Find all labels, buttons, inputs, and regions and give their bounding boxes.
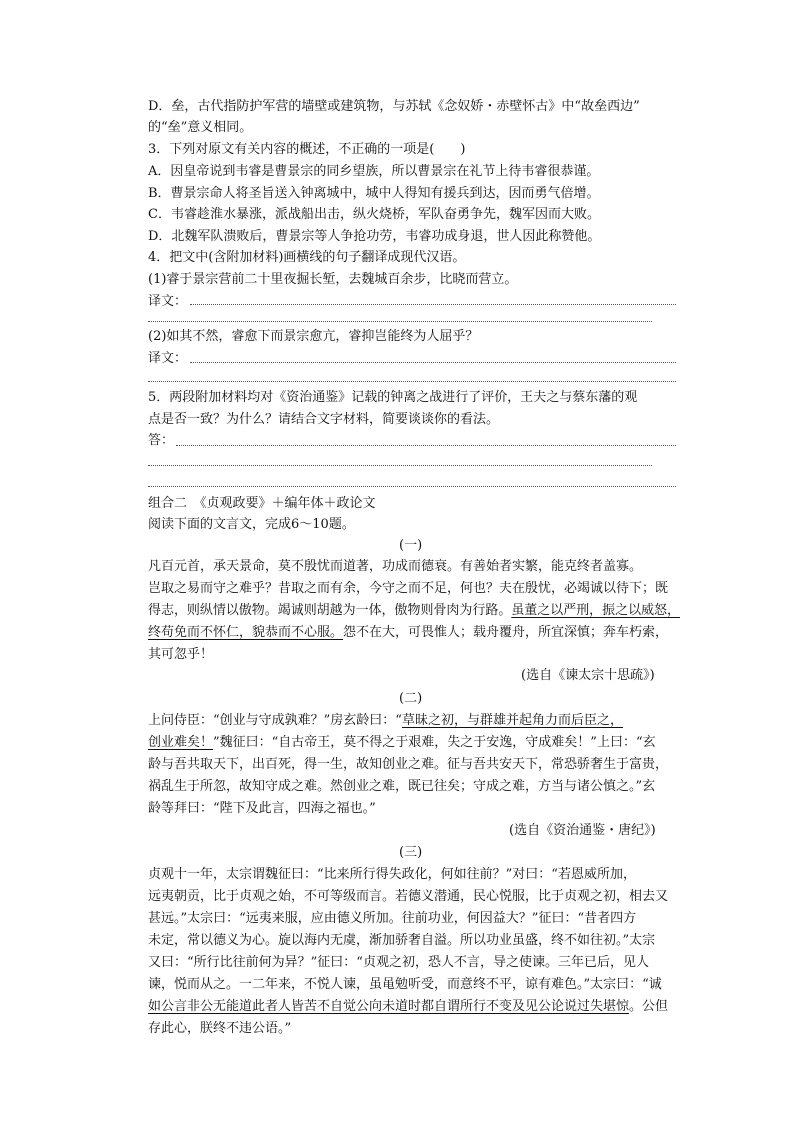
underlined-sentence: 虽董之以严刑，振之以威怒， [511, 603, 681, 618]
passage3-line7-plain: 。公但 [629, 999, 669, 1014]
underlined-sentence: 草昧之初，与群雄并起角力而后臣之， [401, 713, 623, 728]
underlined-sentence: 如公言非公无能道此者人皆苦不自觉公向未道时都自谓所行不变及见公论说过失堪惊 [148, 999, 630, 1014]
q3-option-d: D．北魏军队溃败后，曹景宗等人争抢功劳，韦睿功成身退，世人因此称赞他。 [148, 229, 601, 244]
passage3-line3: 甚远。”太宗曰：“远夷来服，应由德义所加。往前功业，何因益大？”征曰：“昔者四方 [148, 911, 637, 926]
q2-option-d-line2: 的“垒”意义相同。 [148, 120, 253, 135]
q4-stem: 4．把文中(含附加材料)画横线的句子翻译成现代汉语。 [148, 250, 466, 265]
q5-line1: 5．两段附加材料均对《资治通鉴》记载的钟离之战进行了评价，王夫之与蔡东藩的观 [148, 390, 638, 405]
q4-translation-label-1: 译文： [148, 294, 188, 309]
passage3-line1: 贞观十一年，太宗谓魏征曰：“比来所行得失政化，何如往前？”对曰：“若恩威所加， [148, 867, 636, 882]
passage3-line4: 未定，常以德义为心。旋以海内无虞，渐加骄奢自溢。所以功业虽盛，终不如往初。”太宗 [148, 933, 656, 948]
q3-option-a: A．因皇帝说到韦睿是曹景宗的同乡望族，所以曹景宗在礼节上待韦睿很恭谨。 [148, 164, 600, 179]
passage3-line2: 远夷朝贡，比于贞观之始，不可等级而言。若德义潜通，民心悦服，比于贞观之初，相去又 [148, 889, 669, 904]
group2-title: 组合二 《贞观政要》＋编年体＋政论文 [148, 496, 376, 511]
passage3-heading: (三) [399, 845, 423, 860]
passage2-line1 [148, 714, 623, 727]
passage2-line2-plain: ”魏征曰：“自古帝王，莫不得之于艰难，失之于安逸，守成难矣！”上曰：“玄 [213, 735, 656, 750]
q3-option-b: B．曹景宗命人将圣旨送入钟离城中，城中人得知有援兵到达，因而勇气倍增。 [148, 186, 600, 201]
passage2-line2 [148, 736, 656, 749]
passage1-source: (选自《谏太宗十思疏》) [521, 668, 655, 683]
passage3-line5: 又曰：“所行比往前何为异？”征曰：“贞观之初，恐人不言，导之使谏。三年已后，见人 [148, 955, 649, 970]
passage2-source: (选自《资治通鉴・唐纪》) [509, 823, 656, 838]
group2-instruction: 阅读下面的文言文，完成6～10题。 [148, 517, 355, 532]
passage2-line3: 龄与吾共取天下，出百死，得一生，故知创业之难。征与吾共安天下，常恐骄奢生于富贵， [148, 757, 669, 772]
passage2-line4: 祸乱生于所忽，故知守成之难。然创业之难，既已往矣；守成之难，方当与诸公慎之。”玄 [148, 779, 656, 794]
q5-answer-label: 答： [148, 433, 175, 448]
passage1-line4-plain: 怨不在大，可畏惟人；载舟覆舟，所宜深慎；奔车朽索， [343, 625, 669, 640]
answer-line[interactable] [148, 465, 652, 466]
q2-option-d-line1: D．垒，古代指防护军营的墙壁或建筑物，与苏轼《念奴娇・赤壁怀古》中“故垒西边” [148, 99, 640, 114]
passage1-line4 [148, 626, 668, 639]
passage1-line2: 岂取之易而守之难乎？昔取之而有余，今守之而不足，何也？夫在殷忧，必竭诚以待下；既 [148, 581, 669, 596]
q4-translation-label-2: 译文： [148, 351, 188, 366]
answer-line[interactable] [176, 445, 676, 446]
q3-stem: 3．下列对原文有关内容的概述，不正确的一项是( ) [148, 142, 466, 157]
passage1-line1: 凡百元首，承天景命，莫不殷忧而道著，功成而德衰。有善始者实繁，能克终者盖寡。 [148, 559, 643, 574]
passage3-line7 [148, 1000, 668, 1013]
passage1-line3 [148, 604, 680, 617]
answer-line[interactable] [190, 362, 676, 363]
underlined-sentence: 终苟免而不怀仁，貌恭而不心服。 [148, 625, 344, 640]
q4-sentence-2: (2)如其不然，睿愈下而景宗愈亢，睿抑岂能终为人屈乎？ [148, 329, 479, 344]
answer-line[interactable] [190, 304, 676, 305]
passage2-line1-plain: 上问侍臣：“创业与守成孰难？”房玄龄曰：“ [148, 713, 402, 728]
passage3-line6: 谏，悦而从之。一二年来，不悦人谏，虽黾勉听受，而意终不平，谅有难色。”太宗曰：“诚 [148, 977, 662, 992]
answer-line[interactable] [148, 381, 676, 382]
passage2-line5: 龄等拜曰：“陛下及此言，四海之福也。” [148, 801, 376, 816]
q3-option-c: C．韦睿趁淮水暴涨，派战船出击，纵火烧桥，军队奋勇争先，魏军因而大败。 [148, 207, 600, 222]
passage1-heading: (一) [399, 538, 423, 553]
q4-sentence-1: (1)睿于景宗营前二十里夜掘长堑，去魏城百余步，比晓而营立。 [148, 272, 518, 287]
passage3-line8: 存此心，朕终不违公语。” [148, 1021, 292, 1036]
passage1-line3-plain: 得志，则纵情以傲物。竭诚则胡越为一体，傲物则骨肉为行路。 [148, 603, 512, 618]
answer-line[interactable] [148, 486, 676, 487]
q5-line2: 点是否一致？为什么？请结合文字材料，简要谈谈你的看法。 [148, 412, 500, 427]
passage2-heading: (二) [399, 691, 423, 706]
answer-line[interactable] [148, 321, 652, 322]
underlined-sentence: 创业难矣！ [148, 735, 214, 750]
passage1-line5: 其可忽乎！ [148, 647, 214, 662]
